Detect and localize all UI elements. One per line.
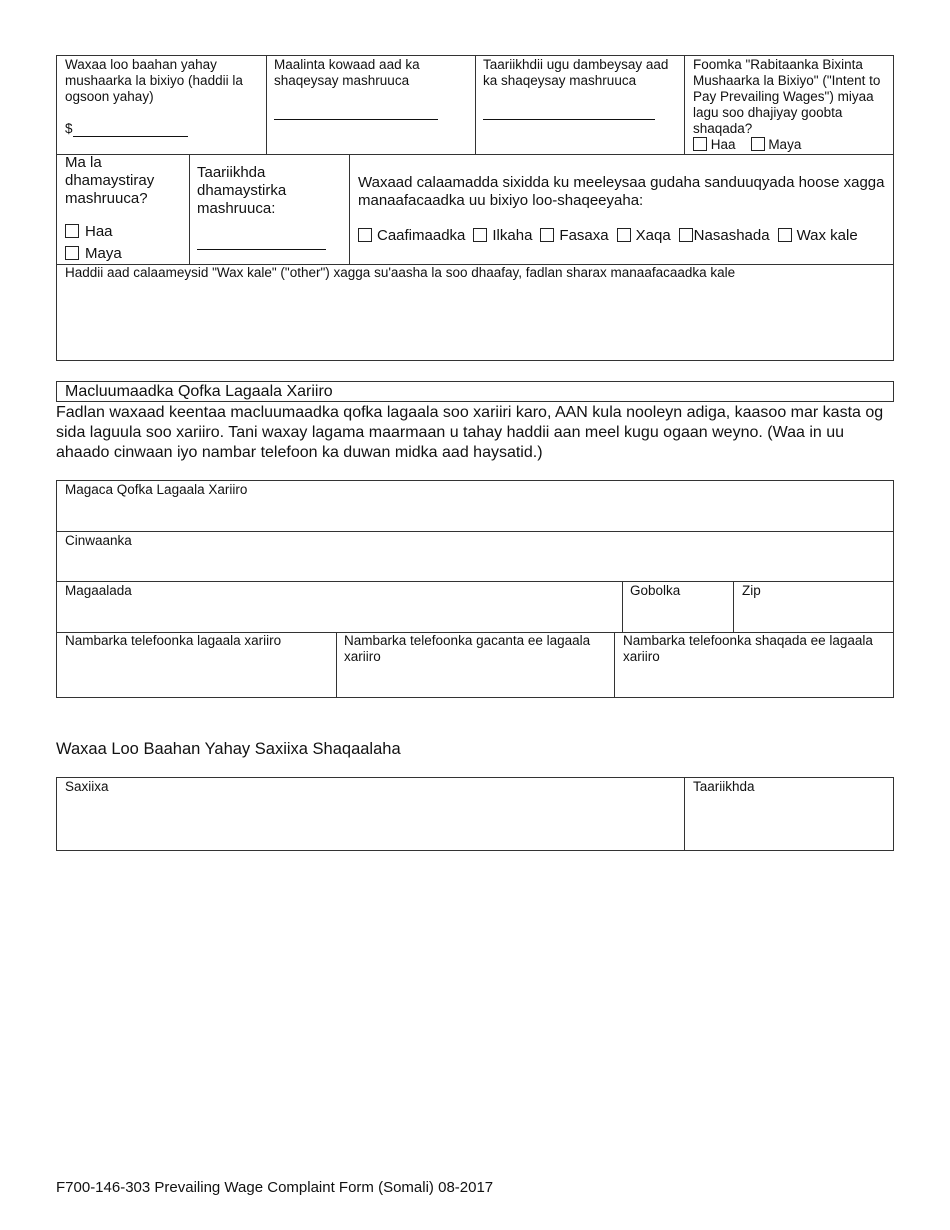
benefit-option-vacation[interactable]: Fasaxa — [540, 227, 608, 244]
completion-yes-checkbox[interactable] — [65, 224, 79, 238]
contact-section-title: Macluumaadka Qofka Lagaala Xariiro — [65, 383, 333, 400]
contact-city-label: Magaalada — [65, 583, 132, 598]
completion-date-field[interactable] — [197, 249, 326, 250]
completion-no-checkbox[interactable] — [65, 246, 79, 260]
benefit-option-other[interactable]: Wax kale — [778, 227, 858, 244]
completion-no-option[interactable]: Maya — [65, 245, 122, 263]
first-day-label: Maalinta kowaad aad ka shaqeysay mashruuca — [274, 57, 420, 88]
benefit-option-dental[interactable]: Ilkaha — [473, 227, 532, 244]
benefit-pension-checkbox[interactable] — [617, 228, 631, 242]
benefit-option-retirement[interactable]: Nasashada — [679, 227, 770, 244]
wage-rate-field[interactable] — [65, 121, 255, 137]
last-day-label: Taariikhdii ugu dambeysay aad ka shaqeysay mashruuca — [483, 57, 669, 88]
intent-yes-checkbox[interactable] — [693, 137, 707, 151]
first-day-field[interactable] — [274, 119, 438, 120]
wage-rate-label: Waxaa loo baahan yahay mushaarka la bixiyo (haddii la ogsoon yahay) — [65, 57, 243, 104]
intent-no-checkbox[interactable] — [751, 137, 765, 151]
currency-symbol: $ — [65, 121, 73, 136]
other-benefits-label: Haddii aad calaameysid "Wax kale" ("other") xagga su'aasha la soo dhaafay, fadlan sharax manaafacaadka kale — [65, 265, 736, 280]
signature-section-title: Waxaa Loo Baahan Yahay Saxiixa Shaqaalaha — [56, 740, 401, 758]
signature-date-label: Taariikhda — [693, 779, 755, 794]
contact-work-phone-label: Nambarka telefoonka shaqada ee lagaala xariiro — [623, 633, 873, 664]
signature-label: Saxiixa — [65, 779, 109, 794]
contact-name-label: Magaca Qofka Lagaala Xariiro — [65, 482, 248, 497]
completion-yes-option[interactable]: Haa — [65, 223, 113, 241]
intent-form-question: Foomka "Rabitaanka Bixinta Mushaarka la Bixiyo" ("Intent to Pay Prevailing Wages") miyaa lagu soo dhajiyay goobta shaqada? — [693, 57, 881, 136]
signature-field[interactable] — [56, 777, 685, 851]
contact-intro: Fadlan waxaad keentaa macluumaadka qofka lagaala soo xariiri karo, AAN kula nooleyn adiga, kaasoo mar kasta og sida laguula soo xariiro. Tani waxay lagama maarmaan u tahay haddii aan meel kugu ogaan weyno. (Waa in uu ahaado cinwaan iyo nambar telefoon ka duwan midka aad haysatid.) — [56, 404, 884, 461]
benefit-other-checkbox[interactable] — [778, 228, 792, 242]
intent-form-options — [693, 137, 888, 153]
benefit-option-pension[interactable]: Xaqa — [617, 227, 671, 244]
last-day-field[interactable] — [483, 119, 655, 120]
benefit-retirement-checkbox[interactable] — [679, 228, 693, 242]
benefit-health-checkbox[interactable] — [358, 228, 372, 242]
contact-state-label: Gobolka — [630, 583, 681, 598]
benefit-option-health[interactable]: Caafimaadka — [358, 227, 465, 244]
contact-zip-label: Zip — [742, 583, 761, 598]
completion-date-label: Taariikhda dhamaystirka mashruuca: — [197, 164, 287, 217]
contact-city-field[interactable] — [56, 581, 623, 633]
form-footer-id: F700-146-303 Prevailing Wage Complaint Form (Somali) 08-2017 — [56, 1179, 494, 1196]
contact-address-field[interactable] — [56, 531, 894, 582]
benefits-instruction: Waxaad calaamadda sixidda ku meeleysaa gudaha sanduuqyada hoose xagga manaafacaadka uu bixiyo loo-shaqeeyaha: — [358, 174, 885, 209]
benefits-options — [358, 227, 893, 245]
contact-cell-phone-label: Nambarka telefoonka gacanta ee lagaala xariiro — [344, 633, 591, 664]
contact-phone-label: Nambarka telefoonka lagaala xariiro — [65, 633, 282, 648]
intent-yes-option[interactable]: Haa — [693, 137, 736, 152]
contact-address-label: Cinwaanka — [65, 533, 132, 548]
benefit-dental-checkbox[interactable] — [473, 228, 487, 242]
benefit-vacation-checkbox[interactable] — [540, 228, 554, 242]
completion-question: Ma la dhamaystiray mashruuca? — [65, 154, 155, 207]
intent-no-option[interactable]: Maya — [751, 137, 802, 152]
